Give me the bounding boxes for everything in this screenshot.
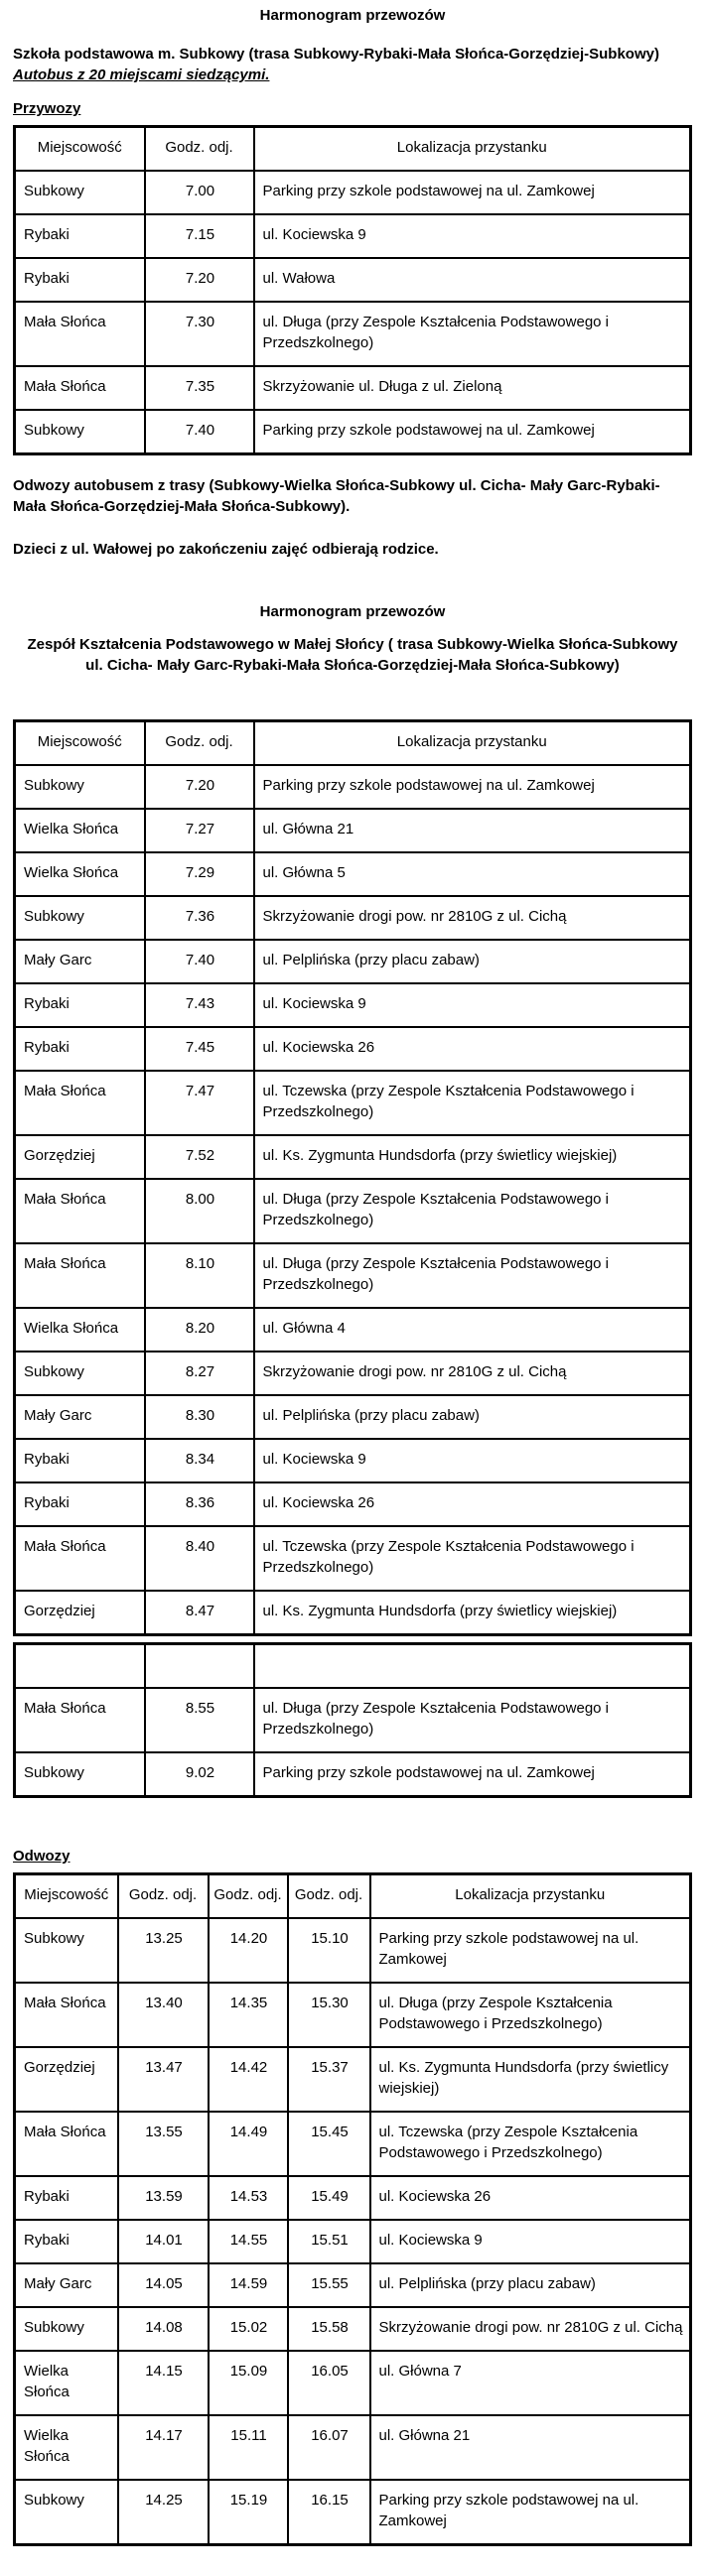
table-row — [15, 1071, 691, 1135]
table-row — [15, 302, 691, 366]
document-title-second: Harmonogram przewozów — [259, 603, 446, 620]
table-row — [15, 1308, 691, 1352]
table-row — [15, 1027, 691, 1071]
stop-place-cell: Rybaki — [15, 1027, 145, 1071]
odwozy-route-note: Odwozy autobusem z trasy (Subkowy-Wielka Słońca-Subkowy ul. Cicha- Mały Garc-Rybaki-Mała Słońca-Gorzędziej-Mała Słońca-Subkowy). — [13, 477, 660, 515]
departure-time-cell: 15.11 — [209, 2415, 288, 2480]
stop-place-cell: Subkowy — [15, 1918, 118, 1983]
mala-slonca-przywozy-table — [13, 719, 692, 1636]
table-row — [15, 1395, 691, 1439]
table-row — [15, 171, 691, 214]
column-header: Miejscowość — [15, 721, 145, 766]
departure-time-cell: 9.02 — [145, 1752, 254, 1797]
departure-time-cell: 16.15 — [288, 2480, 370, 2545]
column-header: Lokalizacja przystanku — [254, 721, 691, 766]
odwozy-table — [13, 1872, 692, 2546]
departure-time-cell: 15.09 — [209, 2351, 288, 2415]
departure-time-cell: 8.34 — [145, 1439, 254, 1482]
stop-location-cell: Skrzyżowanie drogi pow. nr 2810G z ul. Cichą — [254, 896, 691, 940]
departure-time-cell: 14.53 — [209, 2176, 288, 2220]
stop-location-cell: Skrzyżowanie drogi pow. nr 2810G z ul. Cichą — [254, 1352, 691, 1395]
table-row — [15, 2112, 691, 2176]
departure-time-cell: 14.25 — [118, 2480, 209, 2545]
document-title: Harmonogram przewozów — [259, 7, 446, 24]
table-row — [15, 1752, 691, 1797]
stop-location-cell: Skrzyżowanie ul. Długa z ul. Zieloną — [254, 366, 691, 410]
stop-location-cell: ul. Kociewska 9 — [254, 983, 691, 1027]
stop-place-cell: Rybaki — [15, 2176, 118, 2220]
stop-place-cell: Wielka Słońca — [15, 852, 145, 896]
parents-pickup-note: Dzieci z ul. Wałowej po zakończeniu zajęć odbierają rodzice. — [13, 541, 439, 558]
table-row — [15, 1918, 691, 1983]
departure-time-cell: 7.20 — [145, 765, 254, 809]
stop-place-cell: Rybaki — [15, 983, 145, 1027]
table-row — [15, 940, 691, 983]
departure-time-cell: 7.40 — [145, 940, 254, 983]
stop-location-cell: ul. Kociewska 9 — [254, 214, 691, 258]
stop-location-cell: ul. Długa (przy Zespole Kształcenia Podstawowego i Przedszkolnego) — [254, 1179, 691, 1243]
departure-time-cell: 7.00 — [145, 171, 254, 214]
stop-location-cell: ul. Długa (przy Zespole Kształcenia Podstawowego i Przedszkolnego) — [370, 1983, 691, 2047]
column-header: Miejscowość — [15, 1874, 118, 1919]
column-header: Godz. odj. — [118, 1874, 209, 1919]
route-heading-mala-slonca-school: Zespół Kształcenia Podstawowego w Małej Słońcy ( trasa Subkowy-Wielka Słońca-Subkowy ul. Cicha- Mały Garc-Rybaki-Mała Słońca-Gorzędziej-Mała Słońca-Subkowy) — [27, 636, 678, 674]
stop-place-cell: Gorzędziej — [15, 2047, 118, 2112]
table-row — [15, 809, 691, 852]
stop-place-cell: Mała Słońca — [15, 1179, 145, 1243]
column-header: Lokalizacja przystanku — [254, 127, 691, 172]
table-row — [15, 1135, 691, 1179]
table-row — [15, 852, 691, 896]
departure-time-cell: 8.30 — [145, 1395, 254, 1439]
stop-location-cell: ul. Kociewska 26 — [370, 2176, 691, 2220]
departure-time-cell: 7.40 — [145, 410, 254, 454]
route-heading-subkowy-school: Szkoła podstawowa m. Subkowy (trasa Subkowy-Rybaki-Mała Słońca-Gorzędziej-Subkowy) — [13, 46, 659, 63]
stop-location-cell: ul. Długa (przy Zespole Kształcenia Podstawowego i Przedszkolnego) — [254, 1688, 691, 1752]
stop-place-cell — [15, 1644, 145, 1689]
column-header: Lokalizacja przystanku — [370, 1874, 691, 1919]
stop-location-cell: ul. Wałowa — [254, 258, 691, 302]
departure-time-cell: 16.07 — [288, 2415, 370, 2480]
departure-time-cell: 14.55 — [209, 2220, 288, 2263]
stop-location-cell: Parking przy szkole podstawowej na ul. Zamkowej — [370, 1918, 691, 1983]
table-row — [15, 1591, 691, 1635]
stop-location-cell: ul. Pelplińska (przy placu zabaw) — [370, 2263, 691, 2307]
stop-place-cell: Wielka Słońca — [15, 2351, 118, 2415]
departure-time-cell: 8.40 — [145, 1526, 254, 1591]
mala-slonca-przywozy-table-continued — [13, 1642, 692, 1798]
stop-place-cell: Rybaki — [15, 258, 145, 302]
table-row — [15, 1644, 691, 1689]
departure-time-cell: 8.36 — [145, 1482, 254, 1526]
stop-place-cell: Mała Słońca — [15, 1243, 145, 1308]
table-row — [15, 258, 691, 302]
przywozy-label: Przywozy — [13, 100, 81, 117]
departure-time-cell: 8.47 — [145, 1591, 254, 1635]
table-row — [15, 1688, 691, 1752]
departure-time-cell: 15.58 — [288, 2307, 370, 2351]
departure-time-cell: 15.10 — [288, 1918, 370, 1983]
departure-time-cell: 8.27 — [145, 1352, 254, 1395]
stop-location-cell: ul. Ks. Zygmunta Hundsdorfa (przy świetlicy wiejskiej) — [254, 1135, 691, 1179]
table-row — [15, 1983, 691, 2047]
stop-place-cell: Mała Słońca — [15, 302, 145, 366]
table-row — [15, 1482, 691, 1526]
table-row — [15, 2351, 691, 2415]
table-row — [15, 2480, 691, 2545]
stop-location-cell: ul. Kociewska 9 — [370, 2220, 691, 2263]
mala-slonca-table-wrap — [13, 719, 692, 1636]
odwozy-label: Odwozy — [13, 1848, 71, 1865]
stop-place-cell: Mały Garc — [15, 1395, 145, 1439]
table-row — [15, 2220, 691, 2263]
departure-time-cell: 14.20 — [209, 1918, 288, 1983]
stop-location-cell: Parking przy szkole podstawowej na ul. Zamkowej — [254, 765, 691, 809]
table-row — [15, 214, 691, 258]
table-header-row — [15, 127, 691, 172]
departure-time-cell: 15.19 — [209, 2480, 288, 2545]
stop-place-cell: Subkowy — [15, 896, 145, 940]
stop-location-cell: ul. Kociewska 9 — [254, 1439, 691, 1482]
stop-place-cell: Rybaki — [15, 214, 145, 258]
stop-location-cell: ul. Główna 4 — [254, 1308, 691, 1352]
przywozy-table — [13, 125, 692, 455]
departure-time-cell: 7.52 — [145, 1135, 254, 1179]
column-header: Godz. odj. — [145, 127, 254, 172]
departure-time-cell: 16.05 — [288, 2351, 370, 2415]
stop-place-cell: Mała Słońca — [15, 1071, 145, 1135]
departure-time-cell: 15.37 — [288, 2047, 370, 2112]
departure-time-cell: 7.45 — [145, 1027, 254, 1071]
departure-time-cell: 14.35 — [209, 1983, 288, 2047]
stop-place-cell: Subkowy — [15, 1352, 145, 1395]
departure-time-cell: 8.10 — [145, 1243, 254, 1308]
departure-time-cell: 15.49 — [288, 2176, 370, 2220]
table-row — [15, 2047, 691, 2112]
departure-time-cell: 13.47 — [118, 2047, 209, 2112]
stop-location-cell: Parking przy szkole podstawowej na ul. Zamkowej — [254, 171, 691, 214]
departure-time-cell: 7.30 — [145, 302, 254, 366]
departure-time-cell: 7.20 — [145, 258, 254, 302]
stop-place-cell: Subkowy — [15, 2480, 118, 2545]
departure-time-cell: 14.42 — [209, 2047, 288, 2112]
stop-location-cell: ul. Pelplińska (przy placu zabaw) — [254, 1395, 691, 1439]
stop-place-cell: Wielka Słońca — [15, 1308, 145, 1352]
stop-place-cell: Subkowy — [15, 765, 145, 809]
departure-time-cell: 14.08 — [118, 2307, 209, 2351]
stop-location-cell — [254, 1644, 691, 1689]
table-header-row — [15, 721, 691, 766]
stop-location-cell: ul. Główna 21 — [254, 809, 691, 852]
stop-place-cell: Wielka Słońca — [15, 2415, 118, 2480]
departure-time-cell: 13.40 — [118, 1983, 209, 2047]
departure-time-cell: 7.47 — [145, 1071, 254, 1135]
table-header-row — [15, 1874, 691, 1919]
stop-location-cell: Parking przy szkole podstawowej na ul. Zamkowej — [254, 1752, 691, 1797]
stop-location-cell: Parking przy szkole podstawowej na ul. Zamkowej — [370, 2480, 691, 2545]
departure-time-cell: 14.59 — [209, 2263, 288, 2307]
stop-place-cell: Mała Słońca — [15, 1983, 118, 2047]
stop-location-cell: ul. Kociewska 26 — [254, 1482, 691, 1526]
departure-time-cell: 14.15 — [118, 2351, 209, 2415]
stop-place-cell: Mały Garc — [15, 2263, 118, 2307]
departure-time-cell: 14.49 — [209, 2112, 288, 2176]
departure-time-cell: 7.36 — [145, 896, 254, 940]
stop-location-cell: ul. Tczewska (przy Zespole Kształcenia Podstawowego i Przedszkolnego) — [370, 2112, 691, 2176]
column-header: Godz. odj. — [288, 1874, 370, 1919]
departure-time-cell: 13.59 — [118, 2176, 209, 2220]
departure-time-cell: 13.55 — [118, 2112, 209, 2176]
stop-location-cell: ul. Długa (przy Zespole Kształcenia Podstawowego i Przedszkolnego) — [254, 1243, 691, 1308]
stop-place-cell: Mała Słońca — [15, 1526, 145, 1591]
departure-time-cell: 7.27 — [145, 809, 254, 852]
stop-place-cell: Gorzędziej — [15, 1135, 145, 1179]
stop-location-cell: ul. Pelplińska (przy placu zabaw) — [254, 940, 691, 983]
table-row — [15, 2263, 691, 2307]
bus-capacity-note: Autobus z 20 miejscami siedzącymi. — [13, 66, 270, 83]
stop-location-cell: ul. Tczewska (przy Zespole Kształcenia Podstawowego i Przedszkolnego) — [254, 1526, 691, 1591]
departure-time-cell: 7.29 — [145, 852, 254, 896]
column-header: Godz. odj. — [209, 1874, 288, 1919]
departure-time-cell: 15.55 — [288, 2263, 370, 2307]
departure-time-cell: 15.02 — [209, 2307, 288, 2351]
departure-time-cell: 14.17 — [118, 2415, 209, 2480]
stop-place-cell: Mały Garc — [15, 940, 145, 983]
table-row — [15, 2176, 691, 2220]
stop-place-cell: Wielka Słońca — [15, 809, 145, 852]
table-row — [15, 1243, 691, 1308]
stop-location-cell: ul. Główna 7 — [370, 2351, 691, 2415]
departure-time-cell: 7.15 — [145, 214, 254, 258]
table-row — [15, 765, 691, 809]
table-row — [15, 896, 691, 940]
departure-time-cell: 14.01 — [118, 2220, 209, 2263]
table-row — [15, 410, 691, 454]
stop-location-cell: ul. Kociewska 26 — [254, 1027, 691, 1071]
table-row — [15, 2415, 691, 2480]
stop-location-cell: ul. Główna 5 — [254, 852, 691, 896]
stop-place-cell: Rybaki — [15, 1439, 145, 1482]
stop-place-cell: Subkowy — [15, 410, 145, 454]
stop-location-cell: ul. Ks. Zygmunta Hundsdorfa (przy świetlicy wiejskiej) — [254, 1591, 691, 1635]
stop-place-cell: Rybaki — [15, 1482, 145, 1526]
table-row — [15, 1352, 691, 1395]
table-row — [15, 983, 691, 1027]
departure-time-cell: 8.55 — [145, 1688, 254, 1752]
stop-location-cell: Parking przy szkole podstawowej na ul. Zamkowej — [254, 410, 691, 454]
departure-time-cell: 7.35 — [145, 366, 254, 410]
stop-place-cell: Subkowy — [15, 2307, 118, 2351]
departure-time-cell: 8.00 — [145, 1179, 254, 1243]
stop-place-cell: Mała Słońca — [15, 1688, 145, 1752]
table-row — [15, 1526, 691, 1591]
stop-location-cell: ul. Długa (przy Zespole Kształcenia Podstawowego i Przedszkolnego) — [254, 302, 691, 366]
stop-location-cell: ul. Główna 21 — [370, 2415, 691, 2480]
stop-place-cell: Mała Słońca — [15, 366, 145, 410]
departure-time-cell — [145, 1644, 254, 1689]
table-row — [15, 1179, 691, 1243]
table-row — [15, 1439, 691, 1482]
stop-location-cell: ul. Tczewska (przy Zespole Kształcenia Podstawowego i Przedszkolnego) — [254, 1071, 691, 1135]
column-header: Miejscowość — [15, 127, 145, 172]
departure-time-cell: 15.51 — [288, 2220, 370, 2263]
stop-place-cell: Rybaki — [15, 2220, 118, 2263]
stop-place-cell: Subkowy — [15, 1752, 145, 1797]
stop-place-cell: Subkowy — [15, 171, 145, 214]
departure-time-cell: 15.45 — [288, 2112, 370, 2176]
stop-place-cell: Mała Słońca — [15, 2112, 118, 2176]
departure-time-cell: 15.30 — [288, 1983, 370, 2047]
column-header: Godz. odj. — [145, 721, 254, 766]
departure-time-cell: 14.05 — [118, 2263, 209, 2307]
departure-time-cell: 7.43 — [145, 983, 254, 1027]
stop-place-cell: Gorzędziej — [15, 1591, 145, 1635]
stop-location-cell: Skrzyżowanie drogi pow. nr 2810G z ul. Cichą — [370, 2307, 691, 2351]
stop-location-cell: ul. Ks. Zygmunta Hundsdorfa (przy świetlicy wiejskiej) — [370, 2047, 691, 2112]
departure-time-cell: 13.25 — [118, 1918, 209, 1983]
departure-time-cell: 8.20 — [145, 1308, 254, 1352]
table-row — [15, 366, 691, 410]
table-row — [15, 2307, 691, 2351]
